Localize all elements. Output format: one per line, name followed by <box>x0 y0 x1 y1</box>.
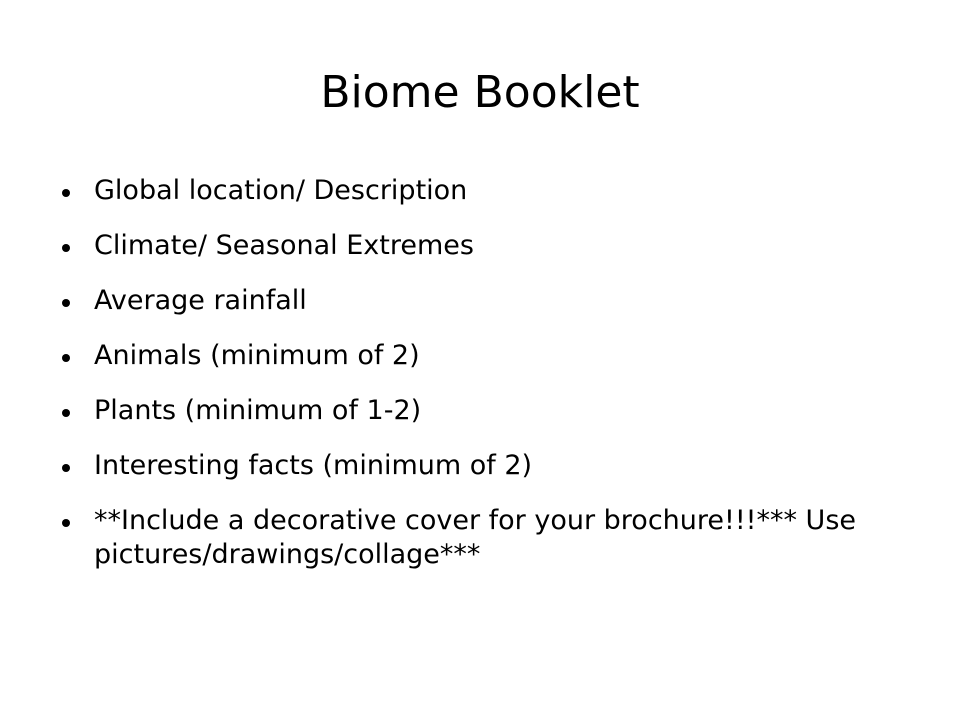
bullet-list <box>62 174 922 572</box>
bullet-text: Global location/ Description <box>94 175 468 206</box>
bullet-text: Plants (minimum of 1-2) <box>94 395 422 426</box>
bullet-text: **Include a decorative cover for your brochure!!!*** Use pictures/drawings/collage*** <box>94 505 856 570</box>
bullet-item-climate <box>62 229 922 263</box>
bullet-dot-icon <box>62 519 70 527</box>
slide-title: Biome Booklet <box>320 67 640 118</box>
bullet-item-interesting-facts <box>62 449 922 483</box>
bullet-dot-icon <box>62 409 70 417</box>
bullet-dot-icon <box>62 464 70 472</box>
bullet-text: Interesting facts (minimum of 2) <box>94 450 533 481</box>
bullet-dot-icon <box>62 244 70 252</box>
bullet-dot-icon <box>62 299 70 307</box>
bullet-item-plants <box>62 394 922 428</box>
bullet-text: Average rainfall <box>94 285 307 316</box>
bullet-item-average-rainfall <box>62 284 922 318</box>
bullet-dot-icon <box>62 189 70 197</box>
bullet-dot-icon <box>62 354 70 362</box>
bullet-item-animals <box>62 339 922 373</box>
bullet-item-global-location <box>62 174 922 208</box>
bullet-text: Climate/ Seasonal Extremes <box>94 230 474 261</box>
bullet-text: Animals (minimum of 2) <box>94 340 420 371</box>
bullet-item-decorative-cover <box>62 504 922 572</box>
